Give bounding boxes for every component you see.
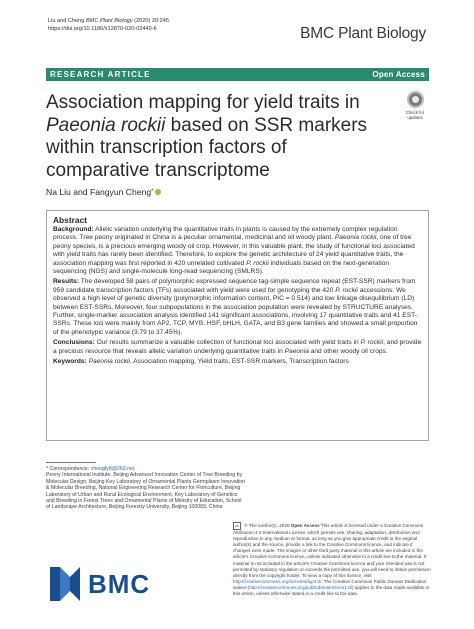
citation-year-volume: (2020) 20:245 (134, 18, 169, 24)
license-text-c: ) applies to the data made available in this article, unless otherwise stated in a credit line to the data. (233, 584, 430, 597)
article-banner (46, 68, 429, 81)
conclusions-text-a: Our results summarize a valuable collection of functional loci associated with yield traits in (96, 339, 359, 347)
correspondence-label: * Correspondence: (46, 466, 90, 472)
abstract-keywords (53, 358, 422, 366)
results-label: Results: (53, 278, 80, 286)
conclusions-species-2: Paeonia (284, 347, 309, 355)
license-text-b: . The Creative Commons Public Domain Dedication waiver ( (233, 578, 427, 590)
journal-name: BMC Plant Biology (300, 25, 426, 42)
orcid-icon[interactable] (155, 189, 161, 195)
background-species-1: Paeonia rockii (334, 234, 377, 242)
conclusions-species-1: P. rockii (360, 339, 384, 347)
author-names: Na Liu and Fangyun Cheng (46, 187, 152, 197)
check-for-updates-badge[interactable] (401, 91, 429, 124)
license-open-access: Open Access (290, 523, 320, 528)
doi-link[interactable]: https://doi.org/10.1186/s12870-020-02449-6 (48, 26, 157, 32)
check-updates-line-1: Check for (405, 110, 425, 115)
citation-header (48, 17, 169, 33)
results-text-b: accessions. We observed a high level of genetic diversity (polymorphic information content, PIC = 0.514) and low linkage disequilibrium (LD) between EST-SSRs. Moreover, four subpopulations in the association population were revealed by STRUCTURE analyses. Further, single-marker association analysis identified 141 significant associations, involving 17 quantitative traits and 41 EST-SSRs. These loci were mainly from AP2, TCP, MYB, HSF, bHLH, GATA, and B3 gene families and showed a small proportion of the phenotypic variance (3.79 to 37.45%). (53, 286, 418, 336)
background-species-2: P. rockii (246, 259, 269, 267)
license-block (233, 522, 431, 597)
license-link-by[interactable]: http://creativecommons.org/licenses/by/4.0/ (233, 578, 322, 584)
corresponding-asterisk: * (151, 189, 154, 195)
abstract-results (53, 278, 422, 337)
correspondence-affiliation: Peony International Institute, Beijing Advanced Innovation Center of Tree Breeding by Molecular Design, Beijing Key Laboratory of Ornamental Plants Germplasm Innovation & Molecular Breeding, National Engineering Research Center for Floriculture, Beijing Laboratory of Urban and Rural Ecological Environment, Key Laboratory of Genetics and Breeding in Forest Trees and Ornamental Plants of Ministry of Education, School of Landscape Architecture, Beijing Forestry University, Beijing 100083, China (46, 472, 245, 511)
bmc-logo-text: BMC (88, 568, 151, 599)
citation-authors: Liu and Cheng (48, 18, 85, 24)
abstract-background (53, 226, 422, 276)
article-title (46, 92, 391, 182)
citation-journal: BMC Plant Biology (85, 18, 133, 24)
abstract-heading: Abstract (53, 215, 87, 225)
author-list (46, 187, 161, 197)
background-text-c: individuals based on the next-generation sequencing (NGS) and single-molecule long-read sequencing (SMLRS). (53, 259, 390, 276)
background-text-a: Allelic variation underlying the quantitative traits in plants is caused by the extremely complex regulation process. Tree peony originated in China is a peculiar ornamental, medicinal and oil woody plant. (53, 226, 398, 242)
title-part-1: Association mapping for yield traits in (46, 92, 360, 113)
results-text-a: The developed 58 pairs of polymorphic expressed sequence tag-simple sequence repeat (EST-SSR) markers from 959 candidate transcription factors (TFs) associated with yield were used for genotyping the 420 (53, 278, 416, 294)
title-part-3: based on SSR markers within transcription factors of comparative transcriptome (46, 114, 368, 181)
creative-commons-icon: cc (233, 522, 241, 530)
open-access-label: Open Access (372, 70, 425, 79)
background-text-b: , one of tree peony species, is a precious emerging woody oil crop. However, in this valuable plant, the study of functional loci associated with yield traits has rarely been identified. Therefore, to explore the genetic architecture of 24 yield quantitative traits, the association mapping was first reported in 420 unrelated cultivated (53, 234, 415, 267)
results-species: P. rockii (335, 286, 358, 294)
title-species: Paeonia rockii (46, 114, 166, 136)
bmc-logo[interactable] (46, 567, 150, 601)
bmc-logo-mark-icon (46, 567, 84, 601)
check-updates-text (406, 110, 424, 120)
abstract-box (46, 210, 429, 441)
background-label: Background: (53, 226, 94, 233)
keywords-species: Paeonia rockii (88, 358, 130, 366)
keywords-list: , Association mapping, Yield traits, EST-SSR markers, Transcription factors (129, 358, 349, 366)
license-text-a: This article is licensed under a Creative Commons Attribution 4.0 International License, which permits use, sharing, adaptation, distribution and reproduction in any medium or format, as long as you give appropriate credit to the original author(s) and the source, provide a link to the Creative Commons licence, and indicate if changes were made. The images or other third party material in this article are included in the article's Creative Commons licence, unless indicated otherwise in a credit line to the material. If material is not included in the article's Creative Commons licence and your intended use is not permitted by statutory regulation or exceeds the permitted use, you will need to obtain permission directly from the copyright holder. To view a copy of this licence, visit (233, 523, 431, 578)
conclusions-label: Conclusions: (53, 339, 95, 347)
correspondence-block (46, 462, 246, 511)
abstract-conclusions (53, 339, 422, 356)
conclusions-text-c: and other woody oil crops. (310, 347, 388, 355)
correspondence-email[interactable]: chengfy8@263.net (90, 466, 135, 472)
check-updates-line-2: updates (407, 115, 423, 120)
conclusions-text-b: , and provide a precious resource that reveals allelic variation underlying quantitative traits in (53, 339, 422, 355)
article-type: RESEARCH ARTICLE (50, 70, 151, 79)
license-copyright: © The Author(s). 2020 (244, 523, 290, 528)
keywords-label: Keywords: (53, 358, 87, 366)
correspondence-divider (46, 462, 96, 463)
license-link-zero[interactable]: http://creativecommons.org/publicdomain/zero/1.0/ (249, 584, 352, 590)
check-updates-icon (407, 91, 424, 108)
